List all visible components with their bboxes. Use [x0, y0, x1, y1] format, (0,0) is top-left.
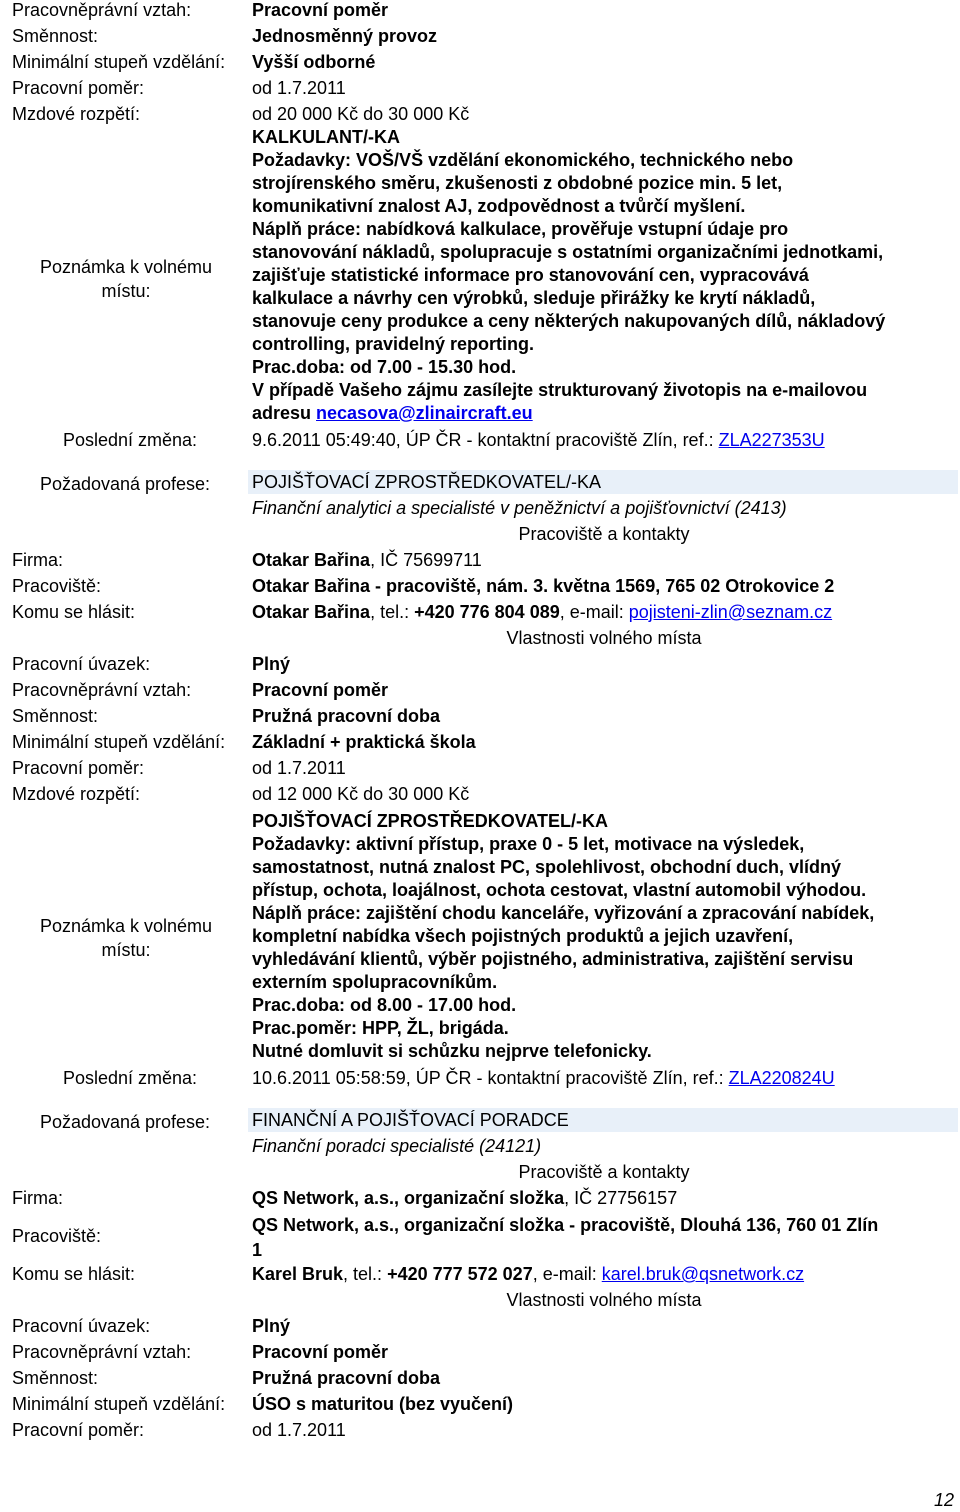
profese-title: POJIŠŤOVACÍ ZPROSTŘEDKOVATEL/-KA [252, 472, 602, 492]
field-label-mzda: Mzdové rozpětí: [12, 104, 141, 124]
tel-label: , tel.: [370, 602, 415, 622]
profese-obor: Finanční poradci specialisté (24121) [252, 1136, 542, 1156]
pozn-line: Prac.doba: od 8.00 - 17.00 hod. [252, 995, 517, 1015]
section-title-vlastnosti: Vlastnosti volného místa [506, 1290, 702, 1310]
field-value-firma [252, 550, 482, 571]
firma-ic: , IČ 75699711 [370, 550, 482, 570]
field-label-firma: Firma: [12, 1188, 63, 1208]
profese-obor: Finanční analytici a specialisté v peněžnictví a pojišťovnictví (2413) [252, 498, 787, 518]
field-label-pomer: Pracovní poměr: [12, 758, 145, 778]
pozn-line: Prac.doba: od 7.00 - 15.30 hod. [252, 357, 517, 377]
field-value-poznamka [252, 810, 958, 1063]
field-value-smennost: Pružná pracovní doba [252, 1368, 441, 1388]
field-label-vzdelani: Minimální stupeň vzdělání: [12, 1394, 226, 1414]
field-label-smennost: Směnnost: [12, 1368, 99, 1388]
field-label-hlasit: Komu se hlásit: [12, 1264, 136, 1284]
field-label-mzda: Mzdové rozpětí: [12, 784, 141, 804]
field-value-pomer: od 1.7.2011 [252, 758, 346, 778]
field-value-pomer: od 1.7.2011 [252, 1420, 346, 1440]
poznamka-label-line2: místu: [101, 281, 151, 301]
field-label-uvazek: Pracovní úvazek: [12, 654, 151, 674]
pozn-line: Nutné domluvit si schůzku nejprve telefonicky. [252, 1041, 652, 1061]
field-value-vztah: Pracovní poměr [252, 680, 389, 700]
field-value-pomer: od 1.7.2011 [252, 78, 346, 98]
field-value-vzdelani: ÚSO s maturitou (bez vyučení) [252, 1394, 514, 1414]
field-value-vztah: Pracovní poměr [252, 1342, 389, 1362]
firma-name: Otakar Bařina [252, 550, 371, 570]
field-value-zmena [252, 1068, 835, 1089]
section-title-kontakty: Pracoviště a kontakty [518, 1162, 690, 1182]
field-label-profese: Požadovaná profese: [39, 474, 211, 494]
pozn-line: strojírenského směru, zkušenosti z obdobné pozice min. 5 let, [252, 173, 783, 193]
poznamka-label-line2: místu: [101, 940, 151, 960]
field-value-mzda [252, 784, 469, 805]
mzda-do: do [363, 784, 384, 804]
field-label-poznamka [12, 914, 240, 962]
hlasit-jmeno: Otakar Bařina [252, 602, 371, 622]
zmena-text: 10.6.2011 05:58:59, ÚP ČR - kontaktní pracoviště Zlín, ref.: [252, 1068, 729, 1088]
email-link[interactable]: necasova@zlinaircraft.eu [316, 403, 533, 423]
section-title-vlastnosti: Vlastnosti volného místa [506, 628, 702, 648]
field-value-smennost: Jednosměnný provoz [252, 26, 438, 46]
field-label-smennost: Směnnost: [12, 706, 99, 726]
field-value-uvazek: Plný [252, 1316, 291, 1336]
zmena-text: 9.6.2011 05:49:40, ÚP ČR - kontaktní pracoviště Zlín, ref.: [252, 430, 719, 450]
field-value-vzdelani: Vyšší odborné [252, 52, 376, 72]
tel-value: +420 776 804 089 [414, 602, 560, 622]
email-link[interactable]: karel.bruk@qsnetwork.cz [601, 1264, 805, 1284]
poznamka-label-line1: Poznámka k volnému [39, 916, 213, 936]
pozn-line: Náplň práce: nabídková kalkulace, prověřuje vstupní údaje pro [252, 219, 789, 239]
field-label-zmena: Poslední změna: [62, 430, 198, 450]
field-value-firma [252, 1188, 677, 1209]
mzda-do: do [363, 104, 384, 124]
pozn-line: zajišťuje statistické informace pro stanovování cen, vypracovává [252, 265, 809, 285]
field-label-pomer: Pracovní poměr: [12, 1420, 145, 1440]
pozn-line: Požadavky: VOŠ/VŠ vzdělání ekonomického, technického nebo [252, 150, 794, 170]
pozn-line: přístup, ochota, loajálnost, ochota cestovat, vlastní automobil výhodou. [252, 880, 867, 900]
field-label-poznamka [12, 255, 240, 303]
pozn-line [252, 402, 958, 425]
pozn-line: externím spolupracovníkům. [252, 972, 498, 992]
section-title-kontakty: Pracoviště a kontakty [518, 524, 690, 544]
mail-label: , e-mail: [559, 602, 629, 622]
mzda-max: 30 000 Kč [388, 104, 470, 124]
pozn-line: komunikativní znalost AJ, zodpovědnost a tvůrčí myšlení. [252, 196, 746, 216]
field-value-zmena [252, 430, 825, 451]
pozn-line: stanovuje ceny produkce a ceny některých nakupovaných dílů, nákladový [252, 311, 886, 331]
field-label-zmena: Poslední změna: [62, 1068, 198, 1088]
firma-ic: , IČ 27756157 [564, 1188, 678, 1208]
firma-name: QS Network, a.s., organizační složka [252, 1188, 565, 1208]
pozn-line: POJIŠŤOVACÍ ZPROSTŘEDKOVATEL/-KA [252, 811, 609, 831]
pozn-line: kompletní nabídka všech pojistných produktů a jejich uzavření, [252, 926, 794, 946]
field-value-hlasit [252, 1264, 804, 1285]
page-number: 12 [933, 1490, 954, 1510]
pozn-line: V případě Vašeho zájmu zasílejte strukturovaný životopis na e-mailovou [252, 380, 868, 400]
field-value-poznamka [252, 126, 958, 425]
field-label-vztah: Pracovněprávní vztah: [12, 1342, 192, 1362]
pracoviste-line2: 1 [252, 1240, 263, 1260]
field-label-profese: Požadovaná profese: [39, 1112, 211, 1132]
field-value-hlasit [252, 602, 832, 623]
mzda-min: 20 000 Kč [277, 104, 359, 124]
field-label-vzdelani: Minimální stupeň vzdělání: [12, 732, 226, 752]
mzda-min: 12 000 Kč [277, 784, 359, 804]
mzda-od: od [252, 104, 273, 124]
tel-value: +420 777 572 027 [387, 1264, 533, 1284]
field-label-vztah: Pracovněprávní vztah: [12, 0, 192, 20]
field-value-vzdelani: Základní + praktická škola [252, 732, 476, 752]
field-value-uvazek: Plný [252, 654, 291, 674]
mzda-max: 30 000 Kč [388, 784, 470, 804]
mail-label: , e-mail: [532, 1264, 602, 1284]
field-label-vztah: Pracovněprávní vztah: [12, 680, 192, 700]
pozn-line-text: adresu [252, 403, 317, 423]
field-label-smennost: Směnnost: [12, 26, 99, 46]
field-label-vzdelani: Minimální stupeň vzdělání: [12, 52, 226, 72]
profese-title: FINANČNÍ A POJIŠŤOVACÍ PORADCE [252, 1110, 569, 1130]
field-label-pracoviste: Pracoviště: [12, 1226, 102, 1246]
pozn-line: Požadavky: aktivní přístup, praxe 0 - 5 let, motivace na výsledek, [252, 834, 805, 854]
ref-link[interactable]: ZLA227353U [718, 430, 825, 450]
pozn-line: vyhledávání klientů, výběr pojistného, administrativa, zajištění servisu [252, 949, 854, 969]
field-label-firma: Firma: [12, 550, 63, 570]
pozn-line: samostatnost, nutná znalost PC, spolehlivost, obchodní duch, vlídný [252, 857, 842, 877]
pracoviste-line1: QS Network, a.s., organizační složka - pracoviště, Dlouhá 136, 760 01 Zlín [252, 1215, 879, 1235]
field-value-vztah: Pracovní poměr [252, 0, 389, 20]
hlasit-jmeno: Karel Bruk [252, 1264, 344, 1284]
tel-label: , tel.: [343, 1264, 388, 1284]
pozn-line: Náplň práce: zajištění chodu kanceláře, vyřizování a zpracování nabídek, [252, 903, 875, 923]
pozn-line: kalkulace a návrhy cen výrobků, sleduje přirážky ke krytí nákladů, [252, 288, 816, 308]
pozn-line: KALKULANT/-KA [252, 127, 400, 147]
field-value-smennost: Pružná pracovní doba [252, 706, 441, 726]
poznamka-label-line1: Poznámka k volnému [39, 257, 213, 277]
field-label-pracoviste: Pracoviště: [12, 576, 102, 596]
email-link[interactable]: pojisteni-zlin@seznam.cz [628, 602, 833, 622]
ref-link[interactable]: ZLA220824U [728, 1068, 835, 1088]
pozn-line: Prac.poměr: HPP, ŽL, brigáda. [252, 1018, 509, 1038]
field-label-uvazek: Pracovní úvazek: [12, 1316, 151, 1336]
field-label-hlasit: Komu se hlásit: [12, 602, 136, 622]
pozn-line: controlling, pravidelný reporting. [252, 334, 535, 354]
field-value-mzda [252, 104, 469, 125]
mzda-od: od [252, 784, 273, 804]
field-value-pracoviste: Otakar Bařina - pracoviště, nám. 3. května 1569, 765 02 Otrokovice 2 [252, 576, 835, 596]
pozn-line: stanovování nákladů, spolupracuje s ostatními organizačními jednotkami, [252, 242, 884, 262]
field-value-pracoviste [252, 1213, 958, 1263]
field-label-pomer: Pracovní poměr: [12, 78, 145, 98]
